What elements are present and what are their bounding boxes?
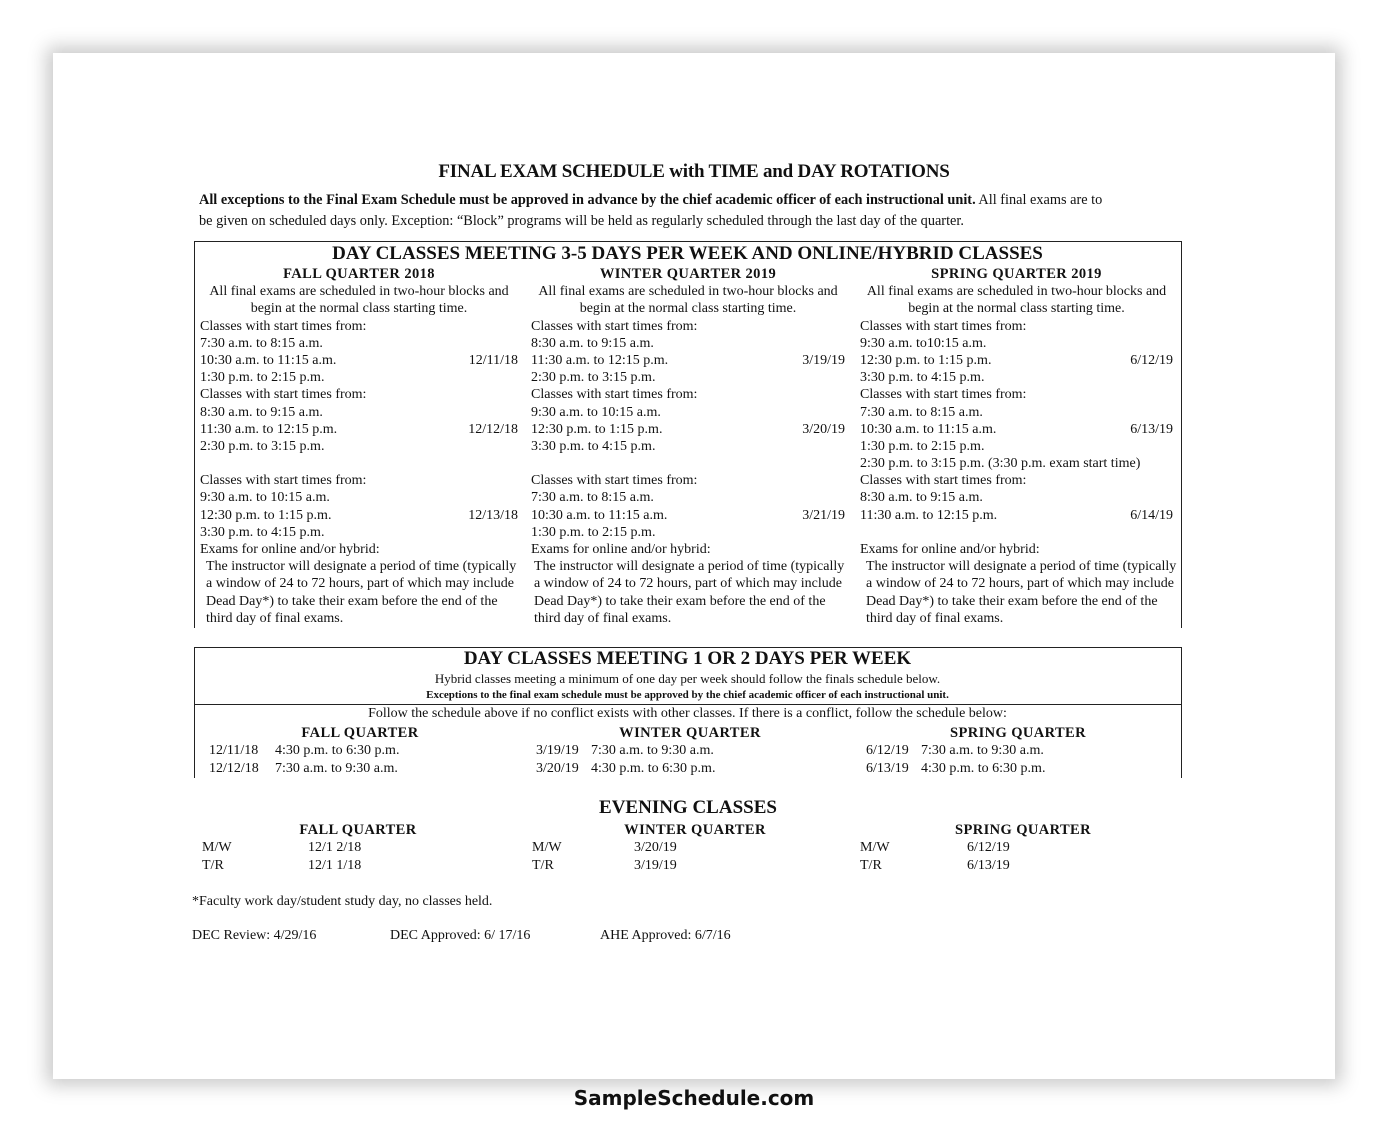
group-label: Classes with start times from: bbox=[200, 473, 367, 489]
s3-days: M/W bbox=[532, 840, 562, 855]
time-range: 3:30 p.m. to 4:15 p.m. bbox=[200, 524, 325, 540]
note-line: begin at the normal class starting time. bbox=[579, 301, 797, 317]
s3-days: M/W bbox=[202, 840, 232, 855]
s3-date: 6/12/19 bbox=[967, 840, 1010, 855]
online-text: Dead Day*) to take their exam before the end of the bbox=[534, 593, 826, 609]
note-line: begin at the normal class starting time. bbox=[250, 301, 468, 317]
group-label: Classes with start times from: bbox=[860, 318, 1027, 334]
spring-2019-column bbox=[860, 266, 1177, 627]
time-row bbox=[860, 352, 1173, 369]
s2-date: 3/19/19 bbox=[536, 743, 579, 758]
s2-time: 4:30 p.m. to 6:30 p.m. bbox=[591, 761, 716, 776]
s2-time: 7:30 a.m. to 9:30 a.m. bbox=[591, 743, 714, 758]
time-range: 8:30 a.m. to 9:15 a.m. bbox=[531, 335, 654, 351]
dec-review: DEC Review: 4/29/16 bbox=[192, 928, 317, 943]
time-range: 2:30 p.m. to 3:15 p.m. bbox=[200, 438, 325, 454]
group-label: Classes with start times from: bbox=[531, 387, 698, 403]
group-label: Classes with start times from: bbox=[531, 473, 698, 489]
time-range: 11:30 a.m. to 12:15 p.m. bbox=[531, 352, 669, 368]
intro-line-2: be given on scheduled days only. Exception: “Block” programs will be held as regularly scheduled through the last day of the quarter. bbox=[199, 213, 964, 229]
time-range: 12:30 p.m. to 1:15 p.m. bbox=[860, 352, 992, 368]
time-range: 9:30 a.m. to 10:15 a.m. bbox=[531, 404, 661, 420]
time-row bbox=[200, 421, 518, 438]
s2-time: 4:30 p.m. to 6:30 p.m. bbox=[921, 761, 1046, 776]
time-range: 2:30 p.m. to 3:15 p.m. (3:30 p.m. exam start time) bbox=[860, 456, 1141, 472]
section2-divider bbox=[195, 704, 1181, 705]
time-range: 11:30 a.m. to 12:15 p.m. bbox=[860, 507, 998, 523]
intro-rest: All final exams are to bbox=[975, 192, 1103, 208]
time-row bbox=[860, 507, 1173, 524]
online-text: The instructor will designate a period of time (typically bbox=[206, 559, 517, 575]
s2-fall-heading: FALL QUARTER bbox=[301, 725, 419, 741]
note-line: All final exams are scheduled in two-hour blocks and bbox=[209, 284, 509, 300]
intro-bold: All exceptions to the Final Exam Schedule must be approved in advance by the chief academic officer of each instructional unit. bbox=[199, 192, 976, 208]
exam-date: 3/20/19 bbox=[802, 421, 845, 437]
time-row bbox=[531, 352, 845, 369]
online-label: Exams for online and/or hybrid: bbox=[860, 542, 1040, 557]
exam-date: 12/11/18 bbox=[468, 352, 518, 368]
exam-date: 6/13/19 bbox=[1130, 421, 1173, 437]
intro-line-1 bbox=[199, 190, 1179, 211]
group-label: Classes with start times from: bbox=[531, 318, 698, 334]
dec-approved: DEC Approved: 6/ 17/16 bbox=[390, 928, 531, 943]
time-range: 10:30 a.m. to 11:15 a.m. bbox=[531, 507, 668, 523]
online-text: third day of final exams. bbox=[206, 610, 344, 626]
s3-date: 6/13/19 bbox=[967, 858, 1010, 873]
s2-time: 4:30 p.m. to 6:30 p.m. bbox=[275, 743, 400, 758]
time-range: 7:30 a.m. to 8:15 a.m. bbox=[200, 335, 323, 351]
online-text: Dead Day*) to take their exam before the end of the bbox=[866, 593, 1158, 609]
s3-spring-heading: SPRING QUARTER bbox=[954, 822, 1091, 838]
online-text: a window of 24 to 72 hours, part of which may include bbox=[534, 576, 842, 592]
s3-days: T/R bbox=[860, 858, 882, 873]
exam-date: 3/21/19 bbox=[802, 507, 845, 523]
section-3-5-days-box bbox=[194, 241, 1182, 628]
s2-date: 12/12/18 bbox=[209, 761, 259, 776]
time-range: 8:30 a.m. to 9:15 a.m. bbox=[200, 404, 323, 420]
section2-subtext: Hybrid classes meeting a minimum of one day per week should follow the finals schedule below. bbox=[434, 671, 941, 686]
online-text: a window of 24 to 72 hours, part of which may include bbox=[866, 576, 1174, 592]
s2-time: 7:30 a.m. to 9:30 a.m. bbox=[921, 743, 1044, 758]
online-text: The instructor will designate a period of time (typically bbox=[866, 559, 1177, 575]
online-label: Exams for online and/or hybrid: bbox=[200, 542, 380, 557]
online-text: third day of final exams. bbox=[534, 610, 672, 626]
time-range: 10:30 a.m. to 11:15 a.m. bbox=[860, 421, 997, 437]
exam-date: 3/19/19 bbox=[802, 352, 845, 368]
time-range: 8:30 a.m. to 9:15 a.m. bbox=[860, 490, 983, 506]
time-range: 10:30 a.m. to 11:15 a.m. bbox=[200, 352, 337, 368]
winter-2019-column bbox=[531, 266, 845, 627]
time-range: 2:30 p.m. to 3:15 p.m. bbox=[531, 370, 656, 386]
time-range: 1:30 p.m. to 2:15 p.m. bbox=[531, 524, 656, 540]
footnote: *Faculty work day/student study day, no classes held. bbox=[192, 894, 493, 909]
s3-date: 3/19/19 bbox=[634, 858, 677, 873]
time-range: 3:30 p.m. to 4:15 p.m. bbox=[860, 370, 985, 386]
section1-heading: DAY CLASSES MEETING 3-5 DAYS PER WEEK AND ONLINE/HYBRID CLASSES bbox=[332, 243, 1043, 264]
time-row bbox=[200, 352, 518, 369]
online-label: Exams for online and/or hybrid: bbox=[531, 542, 711, 557]
s3-days: M/W bbox=[860, 840, 890, 855]
s3-days: T/R bbox=[532, 858, 554, 873]
exam-date: 6/12/19 bbox=[1130, 352, 1173, 368]
s2-date: 3/20/19 bbox=[536, 761, 579, 776]
watermark-brand: SampleSchedule.com bbox=[573, 1086, 815, 1110]
page-title: FINAL EXAM SCHEDULE with TIME and DAY ROTATIONS bbox=[438, 161, 950, 182]
s2-date: 6/12/19 bbox=[866, 743, 909, 758]
evening-heading: EVENING CLASSES bbox=[599, 797, 777, 818]
s3-days: T/R bbox=[202, 858, 224, 873]
section2-heading: DAY CLASSES MEETING 1 OR 2 DAYS PER WEEK bbox=[463, 648, 912, 669]
exam-date: 12/13/18 bbox=[468, 507, 518, 523]
online-text: third day of final exams. bbox=[866, 610, 1004, 626]
quarter-heading: FALL QUARTER 2018 bbox=[283, 266, 435, 282]
note-line: All final exams are scheduled in two-hour blocks and bbox=[866, 284, 1167, 300]
s2-date: 6/13/19 bbox=[866, 761, 909, 776]
section2-exception: Exceptions to the final exam schedule must be approved by the chief academic officer of each instructional unit. bbox=[426, 689, 949, 701]
fall-2018-column bbox=[200, 266, 518, 627]
quarter-heading: WINTER QUARTER 2019 bbox=[599, 266, 777, 282]
online-text: Dead Day*) to take their exam before the end of the bbox=[206, 593, 498, 609]
time-range: 7:30 a.m. to 8:15 a.m. bbox=[531, 490, 654, 506]
s3-winter-heading: WINTER QUARTER bbox=[624, 822, 766, 838]
exam-date: 12/12/18 bbox=[468, 421, 518, 437]
time-row bbox=[531, 507, 845, 524]
time-range: 9:30 a.m. to10:15 a.m. bbox=[860, 335, 987, 351]
s3-date: 3/20/19 bbox=[634, 840, 677, 855]
time-range: 1:30 p.m. to 2:15 p.m. bbox=[860, 438, 985, 454]
section-1-2-days-box bbox=[194, 647, 1182, 778]
quarter-heading: SPRING QUARTER 2019 bbox=[931, 266, 1102, 282]
ahe-approved: AHE Approved: 6/7/16 bbox=[600, 928, 731, 943]
time-row bbox=[860, 421, 1173, 438]
note-line: begin at the normal class starting time. bbox=[908, 301, 1125, 317]
time-range: 3:30 p.m. to 4:15 p.m. bbox=[531, 438, 656, 454]
group-label: Classes with start times from: bbox=[200, 387, 367, 403]
online-text: The instructor will designate a period of time (typically bbox=[534, 559, 845, 575]
note-line: All final exams are scheduled in two-hour blocks and bbox=[538, 284, 838, 300]
s2-spring-heading: SPRING QUARTER bbox=[949, 725, 1086, 741]
s3-date: 12/1 1/18 bbox=[308, 858, 362, 873]
follow-note: Follow the schedule above if no conflict exists with other classes. If there is a conflict, follow the schedule below: bbox=[368, 706, 1007, 721]
group-label: Classes with start times from: bbox=[200, 318, 367, 334]
time-row bbox=[531, 421, 845, 438]
exam-date: 6/14/19 bbox=[1130, 507, 1173, 523]
s2-date: 12/11/18 bbox=[209, 743, 259, 758]
time-row bbox=[200, 507, 518, 524]
s3-fall-heading: FALL QUARTER bbox=[299, 822, 417, 838]
online-text: a window of 24 to 72 hours, part of which may include bbox=[206, 576, 514, 592]
time-range: 11:30 a.m. to 12:15 p.m. bbox=[200, 421, 338, 437]
s3-date: 12/1 2/18 bbox=[308, 840, 362, 855]
time-range: 12:30 p.m. to 1:15 p.m. bbox=[531, 421, 663, 437]
group-label: Classes with start times from: bbox=[860, 387, 1027, 403]
s2-winter-heading: WINTER QUARTER bbox=[619, 725, 761, 741]
time-range: 12:30 p.m. to 1:15 p.m. bbox=[200, 507, 332, 523]
time-range: 7:30 a.m. to 8:15 a.m. bbox=[860, 404, 983, 420]
time-range: 1:30 p.m. to 2:15 p.m. bbox=[200, 370, 325, 386]
time-range: 9:30 a.m. to 10:15 a.m. bbox=[200, 490, 330, 506]
s2-time: 7:30 a.m. to 9:30 a.m. bbox=[275, 761, 398, 776]
group-label: Classes with start times from: bbox=[860, 473, 1027, 489]
